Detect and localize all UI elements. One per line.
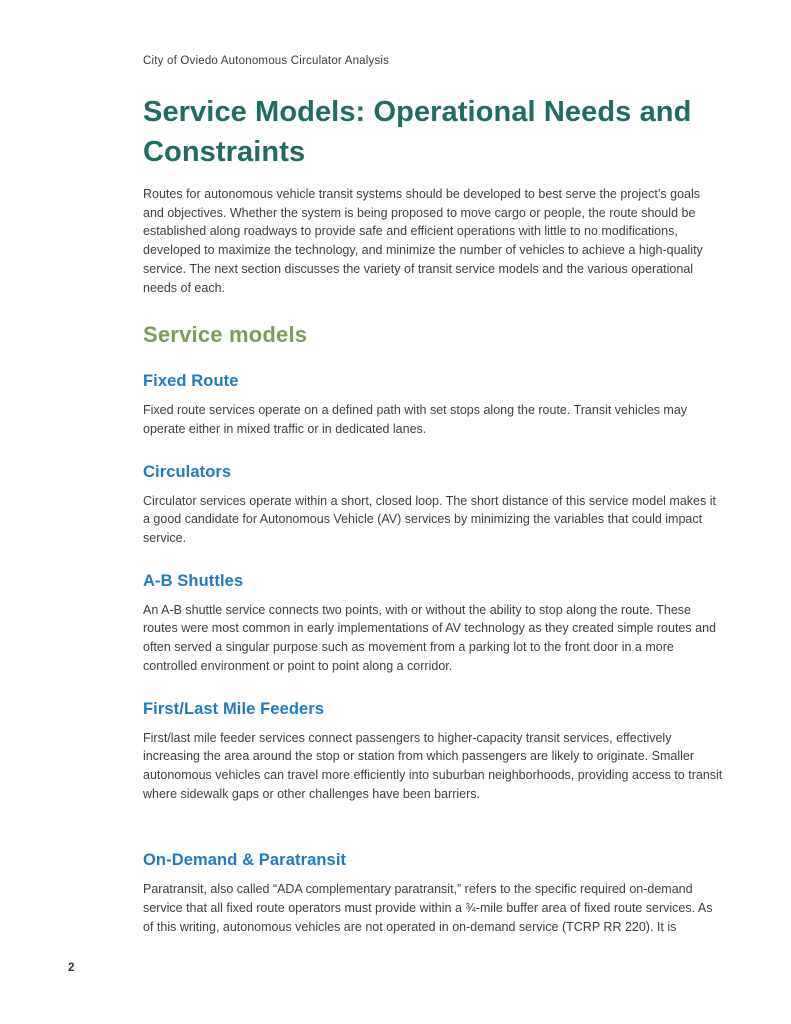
- section-ab-shuttles: [143, 572, 723, 676]
- subsection-body-fixed-route: Fixed route services operate on a defined path with set stops along the route. Transit vehicles may operate either in mixed traffic or in dedicated lanes.: [143, 403, 688, 436]
- page-content: [143, 55, 723, 937]
- section-fixed-route: [143, 372, 723, 438]
- section-heading-service-models: Service models: [143, 322, 308, 348]
- subsection-body-on-demand-paratransit: Paratransit, also called “ADA complementary paratransit,” refers to the specific required on-demand service that all fixed route operators must provide within a ¾-mile buffer area of fixed route services. As of this writing, autonomous vehicles are not operated in on-demand service (TCRP RR 220). It is: [143, 882, 713, 934]
- subsection-body-circulators: Circulator services operate within a short, closed loop. The short distance of this service model makes it a good candidate for Autonomous Vehicle (AV) services by minimizing the variables that could impact service.: [143, 493, 716, 546]
- subsection-body-ab-shuttles: An A-B shuttle service connects two points, with or without the ability to stop along the route. These routes were most common in early implementations of AV technology as they created simple routes and often served a singular purpose such as movement from a parking lot to the front door in a more controlled environment or point to point along a corridor.: [143, 602, 716, 673]
- running-header: City of Oviedo Autonomous Circulator Analysis: [143, 55, 390, 67]
- page-title: Service Models: Operational Needs and Constraints: [143, 96, 692, 169]
- subsection-heading-ab-shuttles: A-B Shuttles: [143, 571, 244, 590]
- page-number: 2: [68, 962, 75, 974]
- intro-paragraph: Routes for autonomous vehicle transit systems should be developed to best serve the project’s goals and objectives. Whether the system is being proposed to move cargo or people, the route should be established along roadways to provide safe and efficient operations with little to no modifications, developed to maximize the technology, and minimize the number of vehicles to achieve a high-quality service. The next section discusses the variety of transit service models and the various operational needs of each.: [143, 187, 703, 295]
- section-circulators: [143, 463, 723, 548]
- subsection-heading-fixed-route: Fixed Route: [143, 372, 239, 391]
- subsection-heading-circulators: Circulators: [143, 462, 232, 481]
- subsection-heading-first-last-mile-feeders: First/Last Mile Feeders: [143, 699, 325, 718]
- section-first-last-mile-feeders: [143, 700, 723, 804]
- section-on-demand-paratransit: [143, 851, 723, 936]
- subsection-body-first-last-mile-feeders: First/last mile feeder services connect passengers to higher-capacity transit services, effectively increasing the area around the stop or station from which passengers are likely to originate. Smaller autonomous vehicles can travel more efficiently into suburban neighborhoods, providing access to transit where sidewalk gaps or other challenges have been barriers.: [143, 730, 723, 801]
- subsection-heading-on-demand-paratransit: On-Demand & Paratransit: [143, 851, 347, 870]
